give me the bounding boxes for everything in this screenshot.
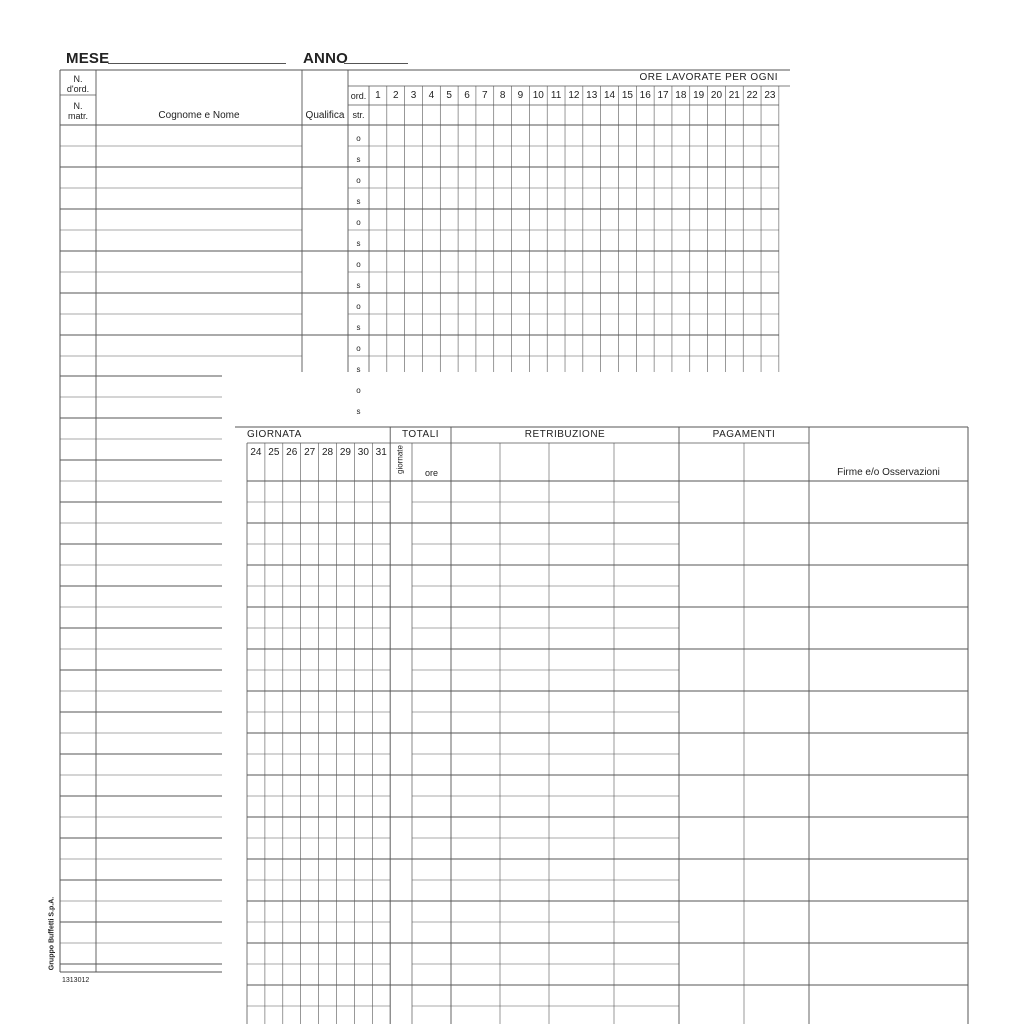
row-marker: o (356, 176, 361, 185)
day-header: 19 (693, 90, 705, 101)
day-header: 7 (482, 90, 488, 101)
col-name-label: Cognome e Nome (158, 110, 240, 121)
day-header: 20 (710, 90, 723, 101)
day-header: 21 (728, 90, 740, 101)
anno-label: ANNO (303, 50, 348, 67)
row-marker: o (356, 344, 361, 353)
day-header: 4 (428, 90, 435, 101)
day-header: 31 (375, 447, 387, 458)
day-header: 26 (286, 447, 298, 458)
day-header: 28 (321, 447, 334, 458)
row-marker: o (356, 134, 361, 143)
ore-lavorate-title: ORE LAVORATE PER OGNI (639, 72, 778, 83)
day-header: 27 (304, 447, 316, 458)
str-label: str. (352, 110, 365, 120)
row-marker: s (356, 407, 361, 416)
row-marker: s (356, 281, 361, 290)
day-header: 1 (375, 90, 381, 101)
giornate-label: giornate (395, 445, 405, 474)
day-header: 18 (675, 90, 687, 101)
day-header: 2 (392, 90, 399, 101)
col-nord-label: N. d'ord. (66, 74, 90, 94)
ord-label: ord. (350, 91, 367, 101)
row-marker: s (356, 323, 361, 332)
pagamenti-title: PAGAMENTI (712, 429, 776, 440)
day-header: 6 (464, 90, 470, 101)
row-marker: o (356, 260, 361, 269)
col-nmatr-label: N. matr. (67, 101, 88, 121)
day-header: 29 (339, 447, 351, 458)
day-header: 12 (568, 90, 580, 101)
firme-title: Firme e/o Osservazioni (837, 467, 940, 478)
day-header: 14 (604, 90, 616, 101)
day-header: 5 (446, 90, 452, 101)
mese-label: MESE (66, 50, 110, 67)
day-header: 25 (268, 447, 280, 458)
form-code: 1313012 (62, 977, 90, 984)
day-header: 24 (250, 447, 262, 458)
retribuzione-title: RETRIBUZIONE (524, 429, 606, 440)
day-header: 22 (746, 90, 758, 101)
publisher-label: Gruppo Buffetti S.p.A. (48, 896, 56, 971)
row-marker: s (356, 155, 361, 164)
day-header: 15 (621, 90, 633, 101)
day-header: 16 (639, 90, 651, 101)
totali-title: TOTALI (401, 429, 440, 440)
day-header: 17 (657, 90, 669, 101)
day-header: 13 (586, 90, 598, 101)
col-qualifica-label: Qualifica (305, 110, 345, 121)
day-header: 10 (532, 90, 544, 101)
day-header: 30 (357, 447, 369, 458)
row-marker: s (356, 239, 361, 248)
day-header: 23 (764, 90, 776, 101)
day-header: 8 (499, 90, 506, 101)
row-marker: s (356, 365, 361, 374)
row-marker: o (356, 386, 361, 395)
row-marker: o (356, 302, 361, 311)
day-header: 9 (517, 90, 524, 101)
giornata-title: GIORNATA (247, 429, 302, 440)
ore-label: ore (424, 468, 438, 478)
row-marker: o (356, 218, 361, 227)
day-header: 3 (410, 90, 417, 101)
day-header: 11 (550, 90, 562, 101)
row-marker: s (356, 197, 361, 206)
